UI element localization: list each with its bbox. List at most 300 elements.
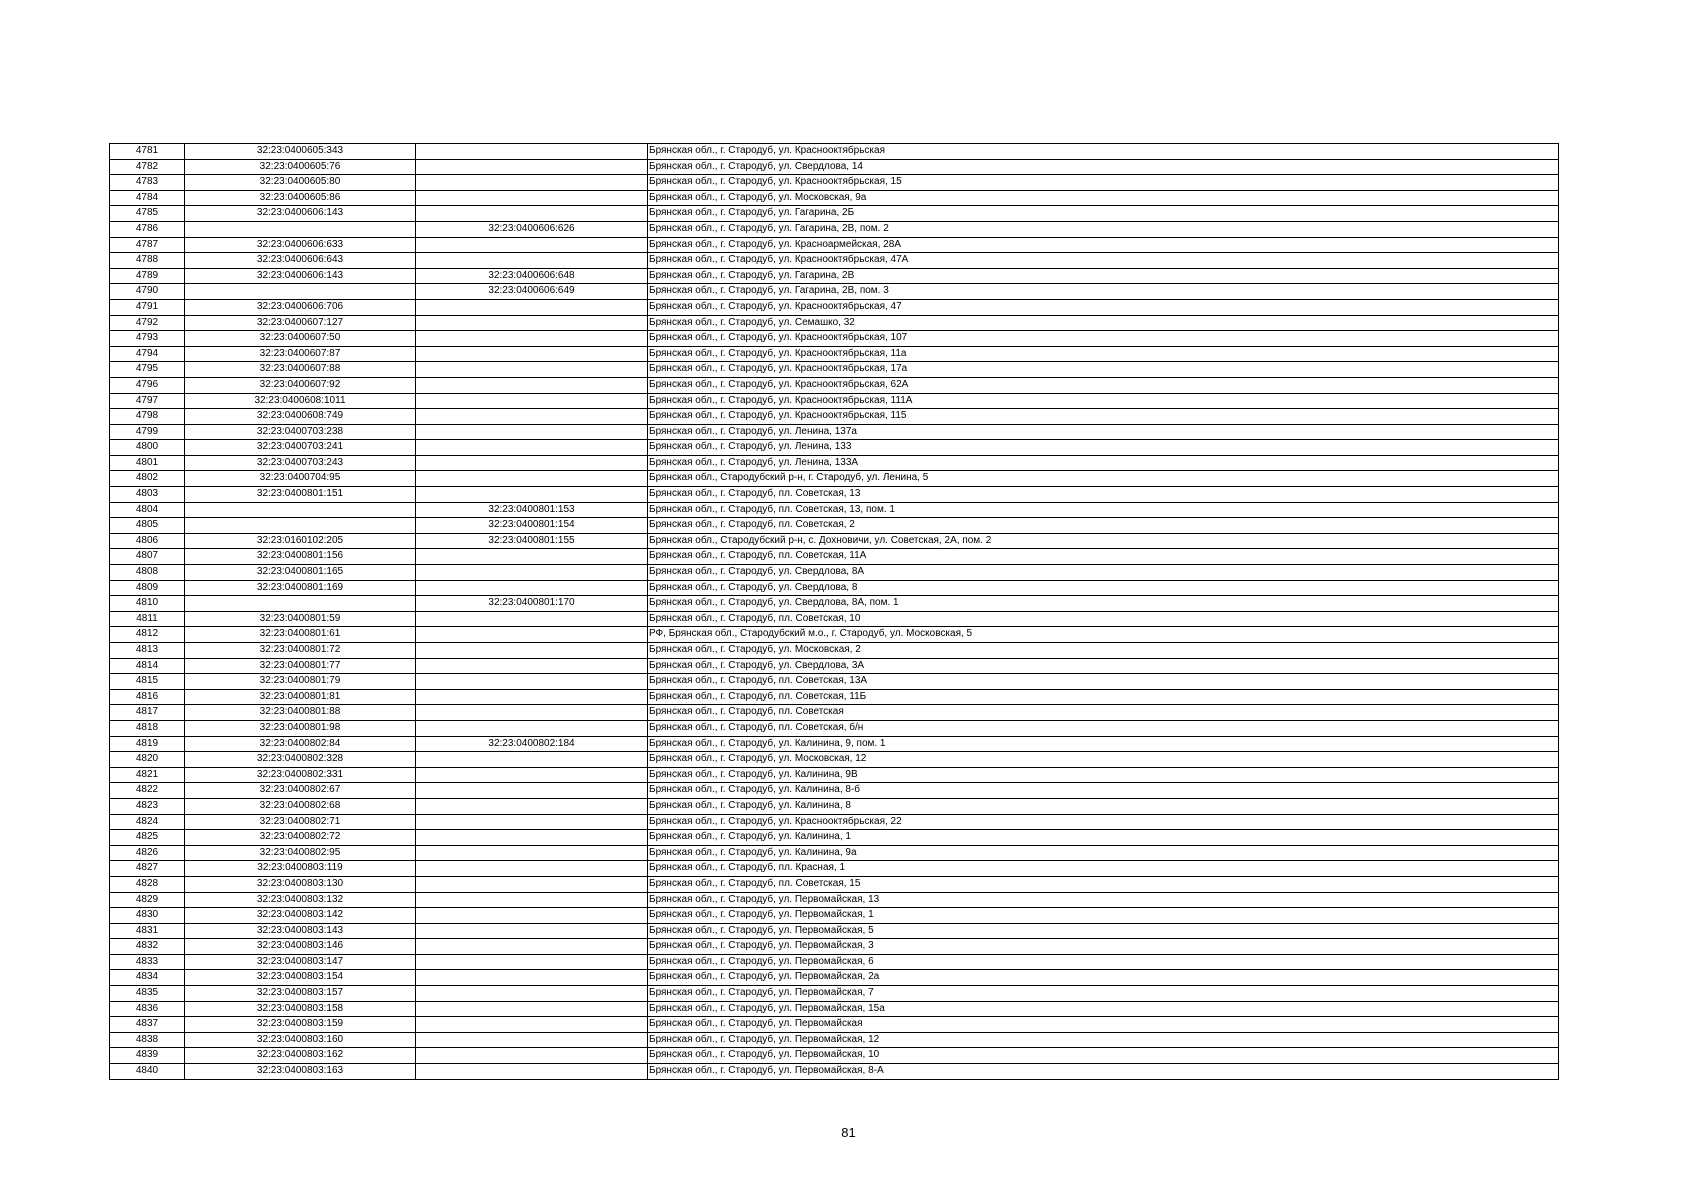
table-row (110, 502, 1559, 518)
object-cadastral-number-cell (416, 923, 648, 939)
row-number-cell: 4825 (110, 830, 185, 846)
row-number-cell: 4826 (110, 845, 185, 861)
object-cadastral-number-cell: 32:23:0400606:648 (416, 268, 648, 284)
address-cell: Брянская обл., г. Стародуб, ул. Калинина, 8 (648, 798, 1559, 814)
address-cell: Брянская обл., Стародубский р-н, с. Дохновичи, ул. Советская, 2А, пом. 2 (648, 533, 1559, 549)
address-cell: Брянская обл., г. Стародуб, ул. Первомайская, 12 (648, 1032, 1559, 1048)
row-number-cell: 4823 (110, 798, 185, 814)
object-cadastral-number-cell (416, 658, 648, 674)
table-row (110, 627, 1559, 643)
table-row (110, 424, 1559, 440)
row-number-cell: 4800 (110, 440, 185, 456)
address-cell: Брянская обл., г. Стародуб, ул. Первомайская, 13 (648, 892, 1559, 908)
cadastral-number-cell: 32:23:0400607:127 (185, 315, 416, 331)
row-number-cell: 4821 (110, 767, 185, 783)
address-cell: Брянская обл., г. Стародуб, ул. Краснооктябрьская, 47 (648, 299, 1559, 315)
table-row (110, 237, 1559, 253)
table-row (110, 299, 1559, 315)
cadastral-number-cell: 32:23:0400801:79 (185, 674, 416, 690)
address-cell: Брянская обл., г. Стародуб, ул. Первомайская, 3 (648, 939, 1559, 955)
cadastral-number-cell: 32:23:0400607:87 (185, 346, 416, 362)
cadastral-number-cell: 32:23:0400803:119 (185, 861, 416, 877)
row-number-cell: 4817 (110, 705, 185, 721)
table-row (110, 253, 1559, 269)
object-cadastral-number-cell (416, 861, 648, 877)
object-cadastral-number-cell (416, 565, 648, 581)
object-cadastral-number-cell (416, 409, 648, 425)
cadastral-number-cell: 32:23:0400801:169 (185, 580, 416, 596)
table-row (110, 331, 1559, 347)
object-cadastral-number-cell (416, 892, 648, 908)
address-cell: Брянская обл., г. Стародуб, пл. Советская, 13 (648, 487, 1559, 503)
object-cadastral-number-cell: 32:23:0400801:153 (416, 502, 648, 518)
object-cadastral-number-cell (416, 611, 648, 627)
table-row (110, 1064, 1559, 1080)
row-number-cell: 4824 (110, 814, 185, 830)
cadastral-number-cell: 32:23:0400803:130 (185, 876, 416, 892)
table-row (110, 892, 1559, 908)
row-number-cell: 4787 (110, 237, 185, 253)
row-number-cell: 4822 (110, 783, 185, 799)
table-row (110, 144, 1559, 160)
cadastral-number-cell: 32:23:0160102:205 (185, 533, 416, 549)
row-number-cell: 4798 (110, 409, 185, 425)
address-cell: Брянская обл., г. Стародуб, пл. Советская, 15 (648, 876, 1559, 892)
cadastral-number-cell: 32:23:0400801:59 (185, 611, 416, 627)
row-number-cell: 4809 (110, 580, 185, 596)
row-number-cell: 4839 (110, 1048, 185, 1064)
cadastral-number-cell: 32:23:0400803:154 (185, 970, 416, 986)
object-cadastral-number-cell (416, 362, 648, 378)
row-number-cell: 4785 (110, 206, 185, 222)
object-cadastral-number-cell (416, 144, 648, 160)
address-cell: Брянская обл., г. Стародуб, пл. Советская, 10 (648, 611, 1559, 627)
row-number-cell: 4784 (110, 190, 185, 206)
object-cadastral-number-cell (416, 689, 648, 705)
address-cell: Брянская обл., г. Стародуб, пл. Советская (648, 705, 1559, 721)
cadastral-number-cell: 32:23:0400803:157 (185, 986, 416, 1002)
address-cell: Брянская обл., г. Стародуб, ул. Гагарина, 2В, пом. 3 (648, 284, 1559, 300)
object-cadastral-number-cell: 32:23:0400606:649 (416, 284, 648, 300)
object-cadastral-number-cell (416, 237, 648, 253)
table-row (110, 346, 1559, 362)
address-cell: РФ, Брянская обл., Стародубский м.о., г. Стародуб, ул. Московская, 5 (648, 627, 1559, 643)
cadastral-number-cell: 32:23:0400803:162 (185, 1048, 416, 1064)
object-cadastral-number-cell: 32:23:0400606:626 (416, 221, 648, 237)
table-row (110, 159, 1559, 175)
row-number-cell: 4837 (110, 1017, 185, 1033)
object-cadastral-number-cell (416, 627, 648, 643)
table-row (110, 1017, 1559, 1033)
table-row (110, 752, 1559, 768)
table-row (110, 565, 1559, 581)
cadastral-number-cell: 32:23:0400802:328 (185, 752, 416, 768)
object-cadastral-number-cell (416, 798, 648, 814)
row-number-cell: 4789 (110, 268, 185, 284)
address-cell: Брянская обл., г. Стародуб, ул. Краснооктябрьская, 111А (648, 393, 1559, 409)
address-cell: Брянская обл., г. Стародуб, пл. Советская, 11Б (648, 689, 1559, 705)
cadastral-number-cell: 32:23:0400801:61 (185, 627, 416, 643)
object-cadastral-number-cell (416, 845, 648, 861)
table-row (110, 611, 1559, 627)
object-cadastral-number-cell (416, 377, 648, 393)
cadastral-number-cell: 32:23:0400802:331 (185, 767, 416, 783)
object-cadastral-number-cell: 32:23:0400802:184 (416, 736, 648, 752)
cadastral-number-cell: 32:23:0400803:142 (185, 908, 416, 924)
row-number-cell: 4801 (110, 455, 185, 471)
address-cell: Брянская обл., г. Стародуб, ул. Калинина, 9, пом. 1 (648, 736, 1559, 752)
object-cadastral-number-cell (416, 471, 648, 487)
cadastral-number-cell: 32:23:0400801:81 (185, 689, 416, 705)
cadastral-number-cell: 32:23:0400607:88 (185, 362, 416, 378)
address-cell: Брянская обл., г. Стародуб, пл. Советская, 13, пом. 1 (648, 502, 1559, 518)
page-number: 81 (841, 1125, 856, 1140)
row-number-cell: 4816 (110, 689, 185, 705)
object-cadastral-number-cell: 32:23:0400801:170 (416, 596, 648, 612)
address-cell: Брянская обл., г. Стародуб, ул. Первомайская, 15а (648, 1001, 1559, 1017)
address-cell: Брянская обл., г. Стародуб, ул. Краснооктябрьская, 11а (648, 346, 1559, 362)
table-row (110, 845, 1559, 861)
object-cadastral-number-cell (416, 487, 648, 503)
address-cell: Брянская обл., г. Стародуб, ул. Краснооктябрьская, 62А (648, 377, 1559, 393)
row-number-cell: 4795 (110, 362, 185, 378)
row-number-cell: 4808 (110, 565, 185, 581)
row-number-cell: 4814 (110, 658, 185, 674)
table-row (110, 876, 1559, 892)
cadastral-number-cell (185, 502, 416, 518)
object-cadastral-number-cell (416, 346, 648, 362)
table-row (110, 409, 1559, 425)
address-cell: Брянская обл., г. Стародуб, пл. Советская, 2 (648, 518, 1559, 534)
row-number-cell: 4818 (110, 720, 185, 736)
row-number-cell: 4804 (110, 502, 185, 518)
table-row (110, 440, 1559, 456)
object-cadastral-number-cell (416, 939, 648, 955)
address-cell: Брянская обл., г. Стародуб, ул. Краснооктябрьская, 47А (648, 253, 1559, 269)
cadastral-number-cell: 32:23:0400802:72 (185, 830, 416, 846)
address-cell: Брянская обл., г. Стародуб, ул. Свердлова, 8 (648, 580, 1559, 596)
table-row (110, 689, 1559, 705)
object-cadastral-number-cell (416, 674, 648, 690)
table-row (110, 674, 1559, 690)
registry-table (109, 143, 1559, 1080)
row-number-cell: 4783 (110, 175, 185, 191)
table-row (110, 362, 1559, 378)
row-number-cell: 4831 (110, 923, 185, 939)
table-row (110, 658, 1559, 674)
object-cadastral-number-cell (416, 206, 648, 222)
row-number-cell: 4807 (110, 549, 185, 565)
table-row (110, 783, 1559, 799)
cadastral-number-cell: 32:23:0400802:71 (185, 814, 416, 830)
object-cadastral-number-cell (416, 424, 648, 440)
cadastral-number-cell: 32:23:0400801:165 (185, 565, 416, 581)
address-cell: Брянская обл., г. Стародуб, ул. Свердлова, 3А (648, 658, 1559, 674)
row-number-cell: 4833 (110, 954, 185, 970)
table-row (110, 377, 1559, 393)
cadastral-number-cell: 32:23:0400803:132 (185, 892, 416, 908)
table-row (110, 643, 1559, 659)
row-number-cell: 4815 (110, 674, 185, 690)
row-number-cell: 4813 (110, 643, 185, 659)
table-row (110, 830, 1559, 846)
table-row (110, 767, 1559, 783)
row-number-cell: 4819 (110, 736, 185, 752)
table-row (110, 284, 1559, 300)
address-cell: Брянская обл., г. Стародуб, ул. Московская, 9а (648, 190, 1559, 206)
address-cell: Брянская обл., Стародубский р-н, г. Стародуб, ул. Ленина, 5 (648, 471, 1559, 487)
table-row (110, 190, 1559, 206)
object-cadastral-number-cell (416, 315, 648, 331)
object-cadastral-number-cell (416, 767, 648, 783)
object-cadastral-number-cell (416, 1064, 648, 1080)
object-cadastral-number-cell (416, 440, 648, 456)
row-number-cell: 4834 (110, 970, 185, 986)
cadastral-number-cell: 32:23:0400608:749 (185, 409, 416, 425)
address-cell: Брянская обл., г. Стародуб, ул. Московская, 2 (648, 643, 1559, 659)
object-cadastral-number-cell (416, 190, 648, 206)
row-number-cell: 4793 (110, 331, 185, 347)
address-cell: Брянская обл., г. Стародуб, ул. Первомайская, 2а (648, 970, 1559, 986)
cadastral-number-cell: 32:23:0400803:147 (185, 954, 416, 970)
cadastral-number-cell: 32:23:0400801:156 (185, 549, 416, 565)
cadastral-number-cell: 32:23:0400801:98 (185, 720, 416, 736)
cadastral-number-cell: 32:23:0400801:77 (185, 658, 416, 674)
table-row (110, 814, 1559, 830)
address-cell: Брянская обл., г. Стародуб, ул. Семашко, 32 (648, 315, 1559, 331)
address-cell: Брянская обл., г. Стародуб, ул. Первомайская, 5 (648, 923, 1559, 939)
address-cell: Брянская обл., г. Стародуб, пл. Советская, 11А (648, 549, 1559, 565)
row-number-cell: 4782 (110, 159, 185, 175)
object-cadastral-number-cell (416, 970, 648, 986)
table-row (110, 315, 1559, 331)
cadastral-number-cell: 32:23:0400605:343 (185, 144, 416, 160)
object-cadastral-number-cell (416, 1032, 648, 1048)
row-number-cell: 4830 (110, 908, 185, 924)
cadastral-number-cell: 32:23:0400803:143 (185, 923, 416, 939)
object-cadastral-number-cell (416, 580, 648, 596)
row-number-cell: 4806 (110, 533, 185, 549)
address-cell: Брянская обл., г. Стародуб, ул. Первомайская, 6 (648, 954, 1559, 970)
table-row (110, 923, 1559, 939)
row-number-cell: 4840 (110, 1064, 185, 1080)
cadastral-number-cell (185, 596, 416, 612)
address-cell: Брянская обл., г. Стародуб, ул. Первомайская, 10 (648, 1048, 1559, 1064)
cadastral-number-cell: 32:23:0400801:88 (185, 705, 416, 721)
row-number-cell: 4812 (110, 627, 185, 643)
table-row (110, 939, 1559, 955)
object-cadastral-number-cell: 32:23:0400801:155 (416, 533, 648, 549)
table-row (110, 861, 1559, 877)
address-cell: Брянская обл., г. Стародуб, ул. Первомайская, 1 (648, 908, 1559, 924)
table-row (110, 798, 1559, 814)
cadastral-number-cell: 32:23:0400703:238 (185, 424, 416, 440)
row-number-cell: 4799 (110, 424, 185, 440)
row-number-cell: 4786 (110, 221, 185, 237)
address-cell: Брянская обл., г. Стародуб, ул. Первомайская (648, 1017, 1559, 1033)
row-number-cell: 4827 (110, 861, 185, 877)
row-number-cell: 4836 (110, 1001, 185, 1017)
row-number-cell: 4828 (110, 876, 185, 892)
address-cell: Брянская обл., г. Стародуб, ул. Гагарина, 2Б (648, 206, 1559, 222)
cadastral-number-cell: 32:23:0400802:67 (185, 783, 416, 799)
cadastral-number-cell: 32:23:0400802:95 (185, 845, 416, 861)
address-cell: Брянская обл., г. Стародуб, ул. Краснооктябрьская, 17а (648, 362, 1559, 378)
address-cell: Брянская обл., г. Стародуб, ул. Гагарина, 2В (648, 268, 1559, 284)
table-row (110, 221, 1559, 237)
table-row (110, 1001, 1559, 1017)
row-number-cell: 4832 (110, 939, 185, 955)
object-cadastral-number-cell (416, 643, 648, 659)
address-cell: Брянская обл., г. Стародуб, ул. Первомайская, 7 (648, 986, 1559, 1002)
address-cell: Брянская обл., г. Стародуб, ул. Краснооктябрьская, 22 (648, 814, 1559, 830)
cadastral-number-cell (185, 518, 416, 534)
cadastral-number-cell: 32:23:0400606:706 (185, 299, 416, 315)
address-cell: Брянская обл., г. Стародуб, ул. Ленина, 133 (648, 440, 1559, 456)
row-number-cell: 4835 (110, 986, 185, 1002)
object-cadastral-number-cell (416, 720, 648, 736)
cadastral-number-cell (185, 284, 416, 300)
object-cadastral-number-cell (416, 175, 648, 191)
object-cadastral-number-cell (416, 1017, 648, 1033)
address-cell: Брянская обл., г. Стародуб, ул. Ленина, 137а (648, 424, 1559, 440)
cadastral-number-cell (185, 221, 416, 237)
cadastral-number-cell: 32:23:0400605:86 (185, 190, 416, 206)
address-cell: Брянская обл., г. Стародуб, ул. Свердлова, 8А (648, 565, 1559, 581)
cadastral-number-cell: 32:23:0400703:243 (185, 455, 416, 471)
row-number-cell: 4811 (110, 611, 185, 627)
table-row (110, 533, 1559, 549)
row-number-cell: 4820 (110, 752, 185, 768)
table-row (110, 580, 1559, 596)
row-number-cell: 4810 (110, 596, 185, 612)
object-cadastral-number-cell (416, 814, 648, 830)
object-cadastral-number-cell (416, 159, 648, 175)
row-number-cell: 4803 (110, 487, 185, 503)
object-cadastral-number-cell (416, 830, 648, 846)
address-cell: Брянская обл., г. Стародуб, ул. Красноармейская, 28А (648, 237, 1559, 253)
cadastral-number-cell: 32:23:0400803:146 (185, 939, 416, 955)
table-row (110, 720, 1559, 736)
address-cell: Брянская обл., г. Стародуб, ул. Калинина, 8-б (648, 783, 1559, 799)
cadastral-number-cell: 32:23:0400802:84 (185, 736, 416, 752)
object-cadastral-number-cell (416, 986, 648, 1002)
object-cadastral-number-cell (416, 1001, 648, 1017)
table-row (110, 206, 1559, 222)
table-row (110, 455, 1559, 471)
object-cadastral-number-cell (416, 299, 648, 315)
address-cell: Брянская обл., г. Стародуб, ул. Краснооктябрьская, 15 (648, 175, 1559, 191)
cadastral-number-cell: 32:23:0400605:76 (185, 159, 416, 175)
cadastral-number-cell: 32:23:0400703:241 (185, 440, 416, 456)
table-row (110, 175, 1559, 191)
address-cell: Брянская обл., г. Стародуб, ул. Первомайская, 8-А (648, 1064, 1559, 1080)
object-cadastral-number-cell (416, 876, 648, 892)
cadastral-number-cell: 32:23:0400803:158 (185, 1001, 416, 1017)
object-cadastral-number-cell (416, 783, 648, 799)
row-number-cell: 4790 (110, 284, 185, 300)
row-number-cell: 4781 (110, 144, 185, 160)
row-number-cell: 4794 (110, 346, 185, 362)
address-cell: Брянская обл., г. Стародуб, ул. Калинина, 9В (648, 767, 1559, 783)
row-number-cell: 4791 (110, 299, 185, 315)
cadastral-number-cell: 32:23:0400606:143 (185, 268, 416, 284)
object-cadastral-number-cell (416, 253, 648, 269)
row-number-cell: 4788 (110, 253, 185, 269)
address-cell: Брянская обл., г. Стародуб, ул. Гагарина, 2В, пом. 2 (648, 221, 1559, 237)
address-cell: Брянская обл., г. Стародуб, ул. Ленина, 133А (648, 455, 1559, 471)
table-row (110, 908, 1559, 924)
address-cell: Брянская обл., г. Стародуб, пл. Советская, б/н (648, 720, 1559, 736)
cadastral-number-cell: 32:23:0400803:160 (185, 1032, 416, 1048)
cadastral-number-cell: 32:23:0400607:50 (185, 331, 416, 347)
address-cell: Брянская обл., г. Стародуб, ул. Свердлова, 14 (648, 159, 1559, 175)
table-row (110, 1048, 1559, 1064)
object-cadastral-number-cell (416, 1048, 648, 1064)
address-cell: Брянская обл., г. Стародуб, ул. Краснооктябрьская, 115 (648, 409, 1559, 425)
object-cadastral-number-cell: 32:23:0400801:154 (416, 518, 648, 534)
table-row (110, 736, 1559, 752)
address-cell: Брянская обл., г. Стародуб, пл. Советская, 13А (648, 674, 1559, 690)
table-row (110, 549, 1559, 565)
table-row (110, 705, 1559, 721)
address-cell: Брянская обл., г. Стародуб, ул. Калинина, 9а (648, 845, 1559, 861)
table-row (110, 393, 1559, 409)
table-row (110, 954, 1559, 970)
cadastral-number-cell: 32:23:0400704:95 (185, 471, 416, 487)
cadastral-number-cell: 32:23:0400606:633 (185, 237, 416, 253)
cadastral-number-cell: 32:23:0400801:151 (185, 487, 416, 503)
object-cadastral-number-cell (416, 549, 648, 565)
cadastral-number-cell: 32:23:0400607:92 (185, 377, 416, 393)
row-number-cell: 4797 (110, 393, 185, 409)
table-row (110, 970, 1559, 986)
address-cell: Брянская обл., г. Стародуб, ул. Краснооктябрьская, 107 (648, 331, 1559, 347)
table-row (110, 986, 1559, 1002)
row-number-cell: 4796 (110, 377, 185, 393)
cadastral-number-cell: 32:23:0400803:159 (185, 1017, 416, 1033)
object-cadastral-number-cell (416, 908, 648, 924)
cadastral-number-cell: 32:23:0400802:68 (185, 798, 416, 814)
address-cell: Брянская обл., г. Стародуб, ул. Свердлова, 8А, пом. 1 (648, 596, 1559, 612)
table-row (110, 518, 1559, 534)
object-cadastral-number-cell (416, 752, 648, 768)
object-cadastral-number-cell (416, 954, 648, 970)
cadastral-number-cell: 32:23:0400605:80 (185, 175, 416, 191)
cadastral-number-cell: 32:23:0400608:1011 (185, 393, 416, 409)
object-cadastral-number-cell (416, 393, 648, 409)
row-number-cell: 4805 (110, 518, 185, 534)
cadastral-number-cell: 32:23:0400801:72 (185, 643, 416, 659)
cadastral-number-cell: 32:23:0400606:143 (185, 206, 416, 222)
address-cell: Брянская обл., г. Стародуб, ул. Московская, 12 (648, 752, 1559, 768)
object-cadastral-number-cell (416, 331, 648, 347)
registry-table-body (110, 144, 1559, 1080)
row-number-cell: 4829 (110, 892, 185, 908)
row-number-cell: 4802 (110, 471, 185, 487)
row-number-cell: 4792 (110, 315, 185, 331)
row-number-cell: 4838 (110, 1032, 185, 1048)
object-cadastral-number-cell (416, 455, 648, 471)
table-row (110, 268, 1559, 284)
cadastral-number-cell: 32:23:0400803:163 (185, 1064, 416, 1080)
object-cadastral-number-cell (416, 705, 648, 721)
table-row (110, 596, 1559, 612)
address-cell: Брянская обл., г. Стародуб, пл. Красная, 1 (648, 861, 1559, 877)
table-row (110, 471, 1559, 487)
cadastral-number-cell: 32:23:0400606:643 (185, 253, 416, 269)
table-row (110, 1032, 1559, 1048)
